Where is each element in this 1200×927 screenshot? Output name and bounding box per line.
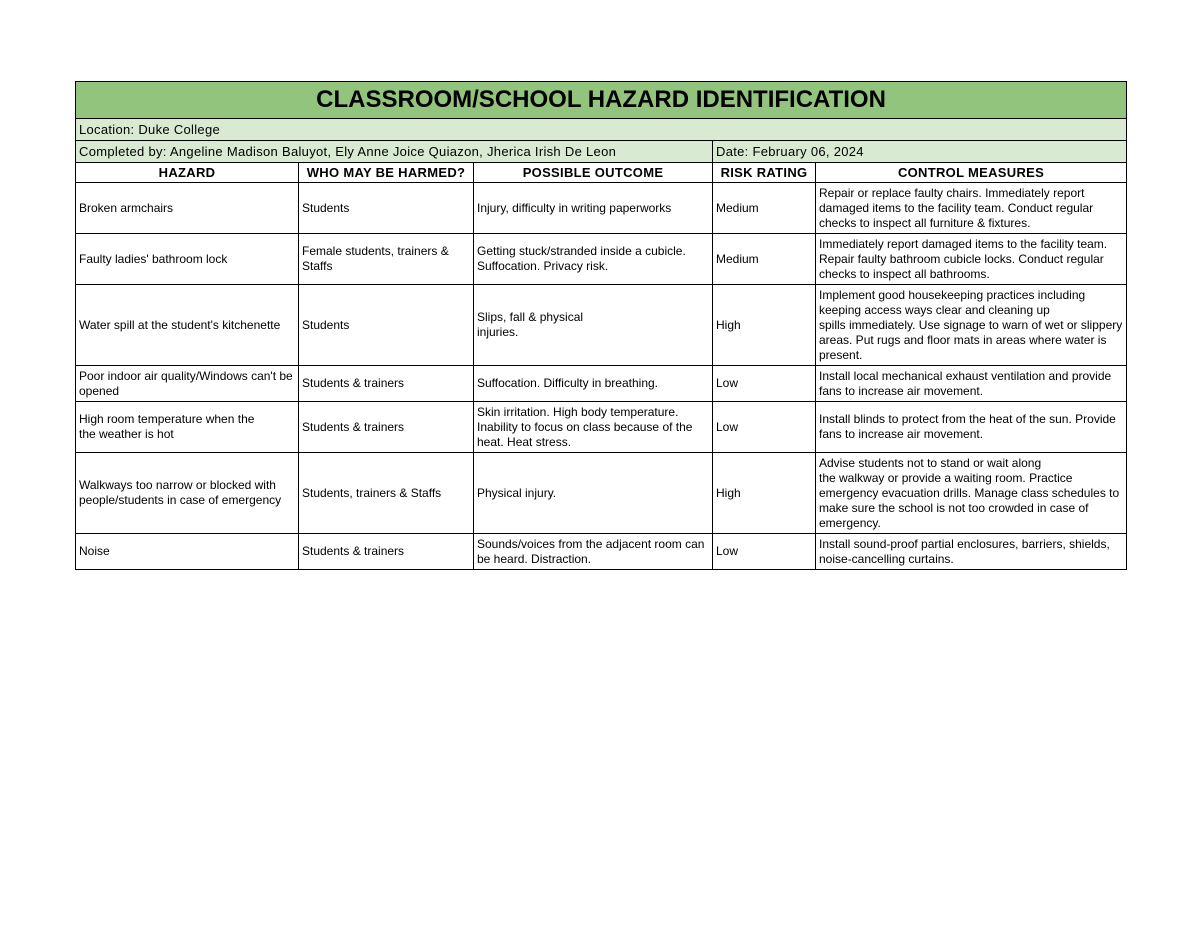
who-cell: Students & trainers <box>299 366 474 402</box>
date-cell: Date: February 06, 2024 <box>713 141 1127 163</box>
header-hazard: HAZARD <box>76 163 299 183</box>
who-cell: Students <box>299 285 474 366</box>
location-row <box>76 119 1127 141</box>
who-cell: Students <box>299 183 474 234</box>
table-row <box>76 534 1127 570</box>
document-title: CLASSROOM/SCHOOL HAZARD IDENTIFICATION <box>76 82 1127 119</box>
control-cell: Install blinds to protect from the heat of the sun. Provide fans to increase air movement. <box>816 402 1127 453</box>
hazard-cell: Faulty ladies' bathroom lock <box>76 234 299 285</box>
completed-row <box>76 141 1127 163</box>
rating-cell: Low <box>713 366 816 402</box>
rating-cell: High <box>713 285 816 366</box>
rating-cell: Medium <box>713 183 816 234</box>
control-cell: Implement good housekeeping practices including keeping access ways clear and cleaning up spills immediately. Use signage to warn of wet or slippery areas. Put rugs and floor mats in areas where water is present. <box>816 285 1127 366</box>
outcome-cell: Suffocation. Difficulty in breathing. <box>474 366 713 402</box>
who-cell: Students, trainers & Staffs <box>299 453 474 534</box>
hazard-cell: Poor indoor air quality/Windows can't be opened <box>76 366 299 402</box>
outcome-cell: Skin irritation. High body temperature. Inability to focus on class because of the heat. Heat stress. <box>474 402 713 453</box>
completed-by-cell: Completed by: Angeline Madison Baluyot, Ely Anne Joice Quiazon, Jherica Irish De Leon <box>76 141 713 163</box>
location-cell: Location: Duke College <box>76 119 1127 141</box>
outcome-cell: Slips, fall & physical injuries. <box>474 285 713 366</box>
hazard-cell: High room temperature when the the weather is hot <box>76 402 299 453</box>
control-cell: Repair or replace faulty chairs. Immediately report damaged items to the facility team. Conduct regular checks to inspect all furniture & fixtures. <box>816 183 1127 234</box>
table-row <box>76 402 1127 453</box>
table-row <box>76 183 1127 234</box>
who-cell: Female students, trainers & Staffs <box>299 234 474 285</box>
hazard-cell: Noise <box>76 534 299 570</box>
control-cell: Install local mechanical exhaust ventilation and provide fans to increase air movement. <box>816 366 1127 402</box>
rating-cell: Medium <box>713 234 816 285</box>
hazard-cell: Walkways too narrow or blocked with people/students in case of emergency <box>76 453 299 534</box>
table-row <box>76 234 1127 285</box>
who-cell: Students & trainers <box>299 534 474 570</box>
hazard-table <box>75 81 1127 570</box>
outcome-cell: Sounds/voices from the adjacent room can be heard. Distraction. <box>474 534 713 570</box>
who-cell: Students & trainers <box>299 402 474 453</box>
table-row <box>76 453 1127 534</box>
table-row <box>76 366 1127 402</box>
outcome-cell: Injury, difficulty in writing paperworks <box>474 183 713 234</box>
hazard-cell: Water spill at the student's kitchenette <box>76 285 299 366</box>
rating-cell: Low <box>713 402 816 453</box>
control-cell: Immediately report damaged items to the facility team. Repair faulty bathroom cubicle locks. Conduct regular checks to inspect all bathrooms. <box>816 234 1127 285</box>
outcome-cell: Physical injury. <box>474 453 713 534</box>
control-cell: Install sound-proof partial enclosures, barriers, shields, noise-cancelling curtains. <box>816 534 1127 570</box>
hazard-sheet <box>75 81 1126 570</box>
table-row <box>76 285 1127 366</box>
header-row <box>76 163 1127 183</box>
header-outcome: POSSIBLE OUTCOME <box>474 163 713 183</box>
outcome-cell: Getting stuck/stranded inside a cubicle. Suffocation. Privacy risk. <box>474 234 713 285</box>
rating-cell: Low <box>713 534 816 570</box>
header-who: WHO MAY BE HARMED? <box>299 163 474 183</box>
rating-cell: High <box>713 453 816 534</box>
header-control: CONTROL MEASURES <box>816 163 1127 183</box>
control-cell: Advise students not to stand or wait along the walkway or provide a waiting room. Practice emergency evacuation drills. Manage class schedules to make sure the school is not too crowded in case of emergency. <box>816 453 1127 534</box>
title-row <box>76 82 1127 119</box>
header-rating: RISK RATING <box>713 163 816 183</box>
hazard-cell: Broken armchairs <box>76 183 299 234</box>
